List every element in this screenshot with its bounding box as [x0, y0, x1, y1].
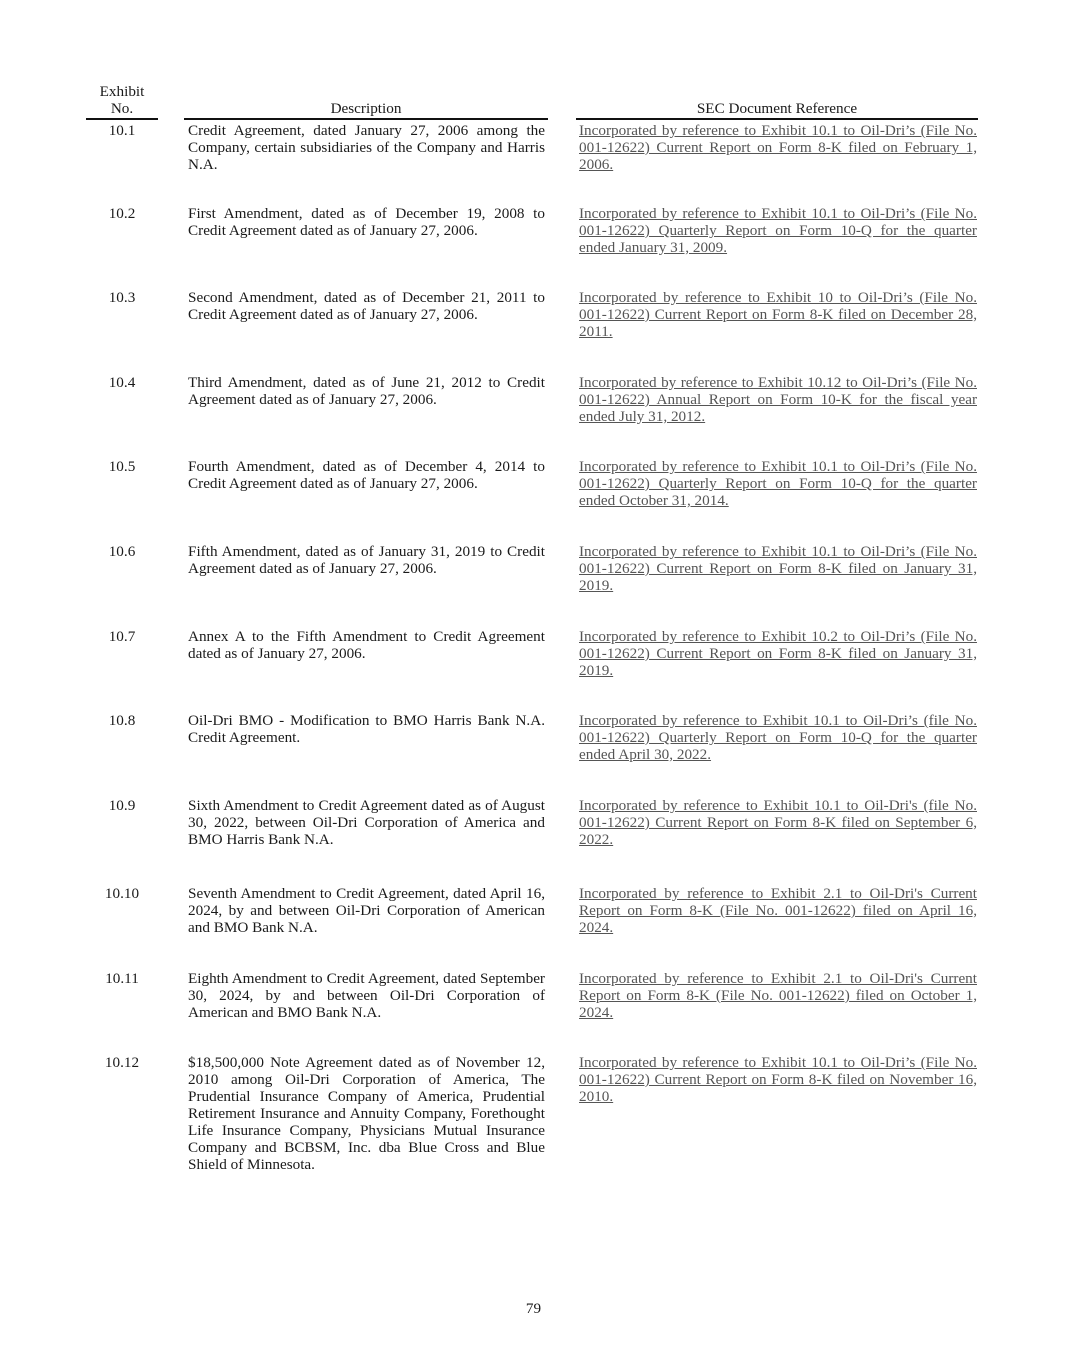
- exhibit-description: Annex A to the Fifth Amendment to Credit Agreement dated as of January 27, 2006.: [188, 628, 545, 662]
- sec-reference-link[interactable]: Incorporated by reference to Exhibit 10.1 to Oil-Dri’s (File No. 001-12622) Quarterly Report on Form 10-Q for the quarter ended October 31, 2014.: [579, 458, 977, 509]
- sec-reference-link[interactable]: Incorporated by reference to Exhibit 10.1 to Oil-Dri’s (File No. 001-12622) Current Report on Form 8-K filed on February 1, 2006.: [579, 122, 977, 173]
- exhibit-description: Second Amendment, dated as of December 21, 2011 to Credit Agreement dated as of January 27, 2006.: [188, 289, 545, 323]
- exhibit-description: Seventh Amendment to Credit Agreement, dated April 16, 2024, by and between Oil-Dri Corporation of American and BMO Bank N.A.: [188, 885, 545, 936]
- exhibit-number: 10.6: [108, 543, 136, 560]
- sec-reference-link[interactable]: Incorporated by reference to Exhibit 2.1 to Oil-Dri's Current Report on Form 8-K (File No. 001-12622) filed on April 16, 2024.: [579, 885, 977, 936]
- exhibit-description: $18,500,000 Note Agreement dated as of November 12, 2010 among Oil-Dri Corporation of America, The Prudential Insurance Company of America, Prudential Retirement Insurance and Annuity Company, Forethought Life Insurance Company, Physicians Mutual Insurance Company and BCBSM, Inc. dba Blue Cross and Blue Shield of Minnesota.: [188, 1054, 545, 1173]
- exhibit-number: 10.1: [108, 122, 136, 139]
- exhibit-number: 10.11: [105, 970, 139, 987]
- exhibit-description: Fifth Amendment, dated as of January 31, 2019 to Credit Agreement dated as of January 27, 2006.: [188, 543, 545, 577]
- description-header: Description: [330, 100, 402, 117]
- sec-reference-link[interactable]: Incorporated by reference to Exhibit 10.1 to Oil-Dri’s (File No. 001-12622) Current Report on Form 8-K filed on January 31, 2019.: [579, 543, 977, 594]
- exhibit-description: Sixth Amendment to Credit Agreement dated as of August 30, 2022, between Oil-Dri Corporation of America and BMO Harris Bank N.A.: [188, 797, 545, 848]
- sec-reference-header: SEC Document Reference: [696, 100, 858, 117]
- sec-reference-link[interactable]: Incorporated by reference to Exhibit 10.2 to Oil-Dri’s (File No. 001-12622) Current Report on Form 8-K filed on January 31, 2019.: [579, 628, 977, 679]
- exhibit-description: Fourth Amendment, dated as of December 4, 2014 to Credit Agreement dated as of January 27, 2006.: [188, 458, 545, 492]
- sec-reference-link[interactable]: Incorporated by reference to Exhibit 2.1 to Oil-Dri's Current Report on Form 8-K (File No. 001-12622) filed on October 1, 2024.: [579, 970, 977, 1021]
- exhibit-number: 10.4: [108, 374, 136, 391]
- sec-header-rule: [576, 118, 978, 120]
- exhibit-number: 10.2: [108, 205, 136, 222]
- sec-reference-link[interactable]: Incorporated by reference to Exhibit 10.1 to Oil-Dri’s (File No. 001-12622) Current Report on Form 8-K filed on November 16, 2010.: [579, 1054, 977, 1105]
- exhibit-description: Oil-Dri BMO - Modification to BMO Harris Bank N.A. Credit Agreement.: [188, 712, 545, 746]
- exhibit-description: Eighth Amendment to Credit Agreement, dated September 30, 2024, by and between Oil-Dri Corporation of American and BMO Bank N.A.: [188, 970, 545, 1021]
- exhibit-number: 10.12: [104, 1054, 140, 1071]
- exhibit-number: 10.3: [108, 289, 136, 306]
- page-number: 79: [525, 1300, 542, 1317]
- exhibit-description: Third Amendment, dated as of June 21, 2012 to Credit Agreement dated as of January 27, 2006.: [188, 374, 545, 408]
- exhibit-description: First Amendment, dated as of December 19, 2008 to Credit Agreement dated as of January 27, 2006.: [188, 205, 545, 239]
- exhibit-number: 10.7: [108, 628, 136, 645]
- exhibit-number: 10.8: [108, 712, 136, 729]
- exhibit-header-rule: [86, 118, 158, 120]
- exhibit-description: Credit Agreement, dated January 27, 2006 among the Company, certain subsidiaries of the Company and Harris N.A.: [188, 122, 545, 173]
- exhibit-no-header: [86, 83, 158, 117]
- sec-reference-link[interactable]: Incorporated by reference to Exhibit 10 to Oil-Dri’s (File No. 001-12622) Current Report on Form 8-K filed on December 28, 2011.: [579, 289, 977, 340]
- exhibit-header-line2: No.: [110, 100, 134, 117]
- sec-reference-link[interactable]: Incorporated by reference to Exhibit 10.12 to Oil-Dri’s (File No. 001-12622) Annual Report on Form 10-K for the fiscal year ended July 31, 2012.: [579, 374, 977, 425]
- sec-reference-link[interactable]: Incorporated by reference to Exhibit 10.1 to Oil-Dri’s (file No. 001-12622) Quarterly Report on Form 10-Q for the quarter ended April 30, 2022.: [579, 712, 977, 763]
- exhibit-header-line1: Exhibit: [99, 83, 145, 100]
- exhibit-number: 10.10: [104, 885, 140, 902]
- sec-reference-link[interactable]: Incorporated by reference to Exhibit 10.1 to Oil-Dri's (file No. 001-12622) Current Report on Form 8-K filed on September 6, 2022.: [579, 797, 977, 848]
- exhibit-number: 10.5: [108, 458, 136, 475]
- sec-reference-link[interactable]: Incorporated by reference to Exhibit 10.1 to Oil-Dri’s (File No. 001-12622) Quarterly Report on Form 10-Q for the quarter ended January 31, 2009.: [579, 205, 977, 256]
- description-header-rule: [184, 118, 548, 120]
- exhibit-number: 10.9: [108, 797, 136, 814]
